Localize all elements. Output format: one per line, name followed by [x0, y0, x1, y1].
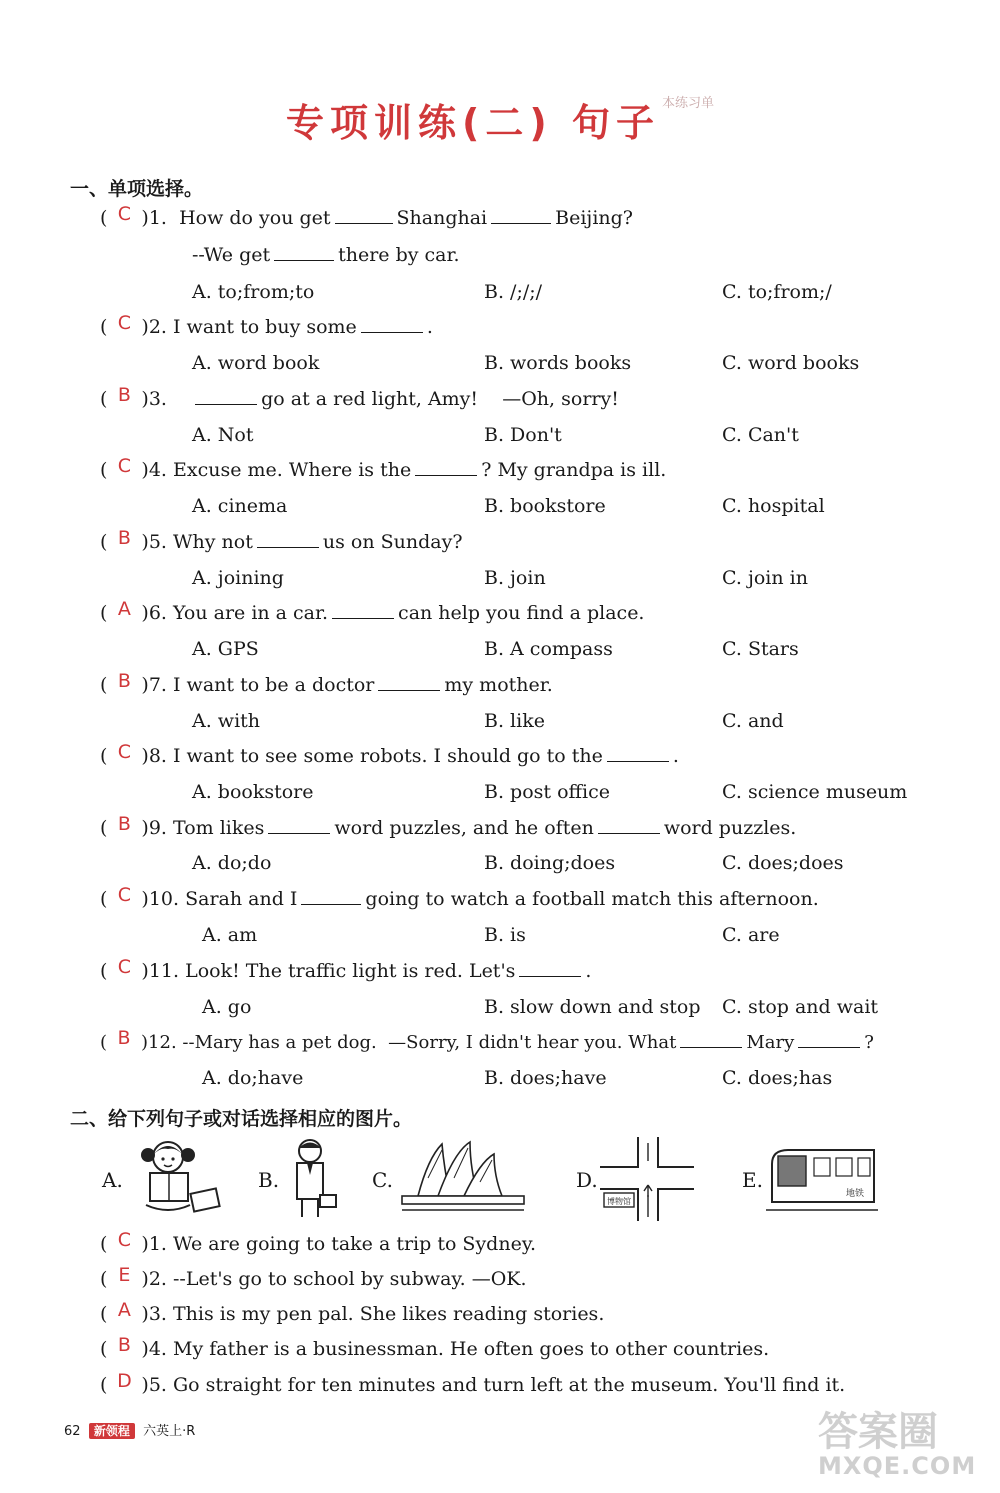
blank: [257, 533, 319, 548]
q3-option-b: B. Don't: [484, 424, 562, 446]
blank: [361, 318, 423, 333]
q5-option-c: C. join in: [722, 567, 808, 589]
match-answer-4: B: [117, 1334, 131, 1356]
q11-option-b: B. slow down and stop: [484, 996, 701, 1018]
match-answer-5: D: [117, 1370, 132, 1392]
picture-d-label: D.: [576, 1168, 598, 1192]
blank: [798, 1033, 860, 1048]
blank: [607, 747, 669, 762]
answer-4: C: [117, 455, 132, 477]
question-8: ( C )8. I want to see some robots. I should go to the .: [100, 741, 679, 767]
picture-e-label: E.: [742, 1168, 763, 1192]
q7-option-c: C. and: [722, 710, 784, 732]
q2-option-c: C. word books: [722, 352, 860, 374]
q7-option-b: B. like: [484, 710, 545, 732]
q3-option-a: A. Not: [192, 424, 254, 446]
answer-1: C: [117, 203, 132, 225]
blank: [335, 209, 393, 224]
subway-train-picture: [766, 1144, 878, 1216]
question-2: ( C )2. I want to buy some .: [100, 312, 433, 338]
question-5: ( B )5. Why not us on Sunday?: [100, 527, 463, 553]
match-answer-3: A: [117, 1299, 131, 1321]
blank: [415, 461, 477, 476]
blank: [680, 1033, 742, 1048]
q8-option-c: C. science museum: [722, 781, 908, 803]
brand-logo: 新领程: [89, 1423, 135, 1439]
match-item-4: ( B )4. My father is a businessman. He often goes to other countries.: [100, 1334, 770, 1360]
question-3: ( B )3. go at a red light, Amy! —Oh, sorry!: [100, 384, 619, 410]
sydney-opera-house-picture: [398, 1138, 528, 1214]
answer-8: C: [117, 741, 132, 763]
q10-option-c: C. are: [722, 924, 780, 946]
page-title-note: 本练习单: [661, 96, 714, 111]
blank: [491, 209, 551, 224]
question-10: ( C )10. Sarah and I going to watch a football match this afternoon.: [100, 884, 819, 910]
q10-option-a: A. am: [202, 924, 258, 946]
q4-option-b: B. bookstore: [484, 495, 606, 517]
q4-option-a: A. cinema: [192, 495, 288, 517]
q1-option-c: C. to;from;/: [722, 281, 832, 303]
q8-option-b: B. post office: [484, 781, 610, 803]
answer-10: C: [117, 884, 132, 906]
q4-option-c: C. hospital: [722, 495, 825, 517]
section-1-heading: 一、单项选择。: [70, 178, 204, 200]
section-2-heading: 二、给下列句子或对话选择相应的图片。: [70, 1108, 413, 1130]
subway-label: 地铁: [846, 1189, 865, 1199]
q3-option-c: C. Can't: [722, 424, 799, 446]
question-6: ( A )6. You are in a car. can help you find a place.: [100, 598, 645, 624]
answer-5: B: [117, 527, 131, 549]
businessman-picture: [282, 1135, 342, 1221]
q6-option-a: A. GPS: [192, 638, 259, 660]
picture-c-label: C.: [372, 1168, 393, 1192]
q9-option-c: C. does;does: [722, 852, 844, 874]
answer-9: B: [117, 813, 131, 835]
page-title-text: 专项训练(二) 句子: [286, 101, 660, 145]
museum-map-label: 博物馆: [607, 1197, 631, 1206]
q6-option-b: B. A compass: [484, 638, 613, 660]
question-7: ( B )7. I want to be a doctor my mother.: [100, 670, 553, 696]
watermark-logo: 答案圈: [818, 1409, 938, 1455]
girl-reading-picture: [128, 1135, 224, 1221]
question-12: ( B )12. --Mary has a pet dog. —Sorry, I didn't hear you. What Mary ?: [100, 1027, 874, 1053]
q12-option-c: C. does;has: [722, 1067, 833, 1089]
question-11: ( C )11. Look! The traffic light is red. Let's .: [100, 956, 592, 982]
q9-option-b: B. doing;does: [484, 852, 616, 874]
match-item-1: ( C )1. We are going to take a trip to Sydney.: [100, 1229, 537, 1255]
q12-option-b: B. does;have: [484, 1067, 607, 1089]
blank: [598, 819, 660, 834]
q9-option-a: A. do;do: [192, 852, 272, 874]
book-name: 六英上·R: [143, 1424, 196, 1439]
q5-option-a: A. joining: [192, 567, 284, 589]
answer-2: C: [117, 312, 132, 334]
q5-option-b: B. join: [484, 567, 546, 589]
question-1-line-2: --We get there by car.: [192, 244, 460, 266]
blank: [268, 819, 330, 834]
picture-a-label: A.: [102, 1168, 123, 1192]
blank: [274, 246, 334, 261]
answer-12: B: [117, 1027, 131, 1049]
match-answer-1: C: [117, 1229, 132, 1251]
question-9: ( B )9. Tom likes word puzzles, and he often word puzzles.: [100, 813, 797, 839]
footer: [64, 1420, 195, 1439]
q11-option-c: C. stop and wait: [722, 996, 879, 1018]
q7-option-a: A. with: [192, 710, 261, 732]
q2-option-b: B. words books: [484, 352, 632, 374]
answer-6: A: [117, 598, 131, 620]
answer-11: C: [117, 956, 132, 978]
blank: [301, 890, 361, 905]
q6-option-c: C. Stars: [722, 638, 799, 660]
q10-option-b: B. is: [484, 924, 526, 946]
blank: [378, 676, 440, 691]
blank: [195, 390, 257, 405]
blank: [519, 962, 581, 977]
page-title: [0, 92, 1000, 147]
question-1: ( C )1. How do you get Shanghai Beijing?: [100, 203, 633, 229]
q11-option-a: A. go: [202, 996, 252, 1018]
answer-3: B: [117, 384, 131, 406]
q1-option-a: A. to;from;to: [192, 281, 315, 303]
picture-b-label: B.: [258, 1168, 280, 1192]
answer-7: B: [117, 670, 131, 692]
match-item-2: ( E )2. --Let's go to school by subway. —OK.: [100, 1264, 527, 1290]
q12-option-a: A. do;have: [202, 1067, 304, 1089]
question-4: ( C )4. Excuse me. Where is the ? My grandpa is ill.: [100, 455, 667, 481]
blank: [332, 604, 394, 619]
q8-option-a: A. bookstore: [192, 781, 314, 803]
q2-option-a: A. word book: [192, 352, 320, 374]
q1-option-b: B. /;/;/: [484, 281, 543, 303]
crossroad-map-picture: [600, 1137, 696, 1221]
match-item-3: ( A )3. This is my pen pal. She likes reading stories.: [100, 1299, 605, 1325]
match-answer-2: E: [118, 1264, 131, 1286]
match-item-5: ( D )5. Go straight for ten minutes and turn left at the museum. You'll find it.: [100, 1370, 846, 1396]
watermark-site: MXQE.COM: [818, 1452, 977, 1480]
page-number: 62: [64, 1424, 81, 1439]
